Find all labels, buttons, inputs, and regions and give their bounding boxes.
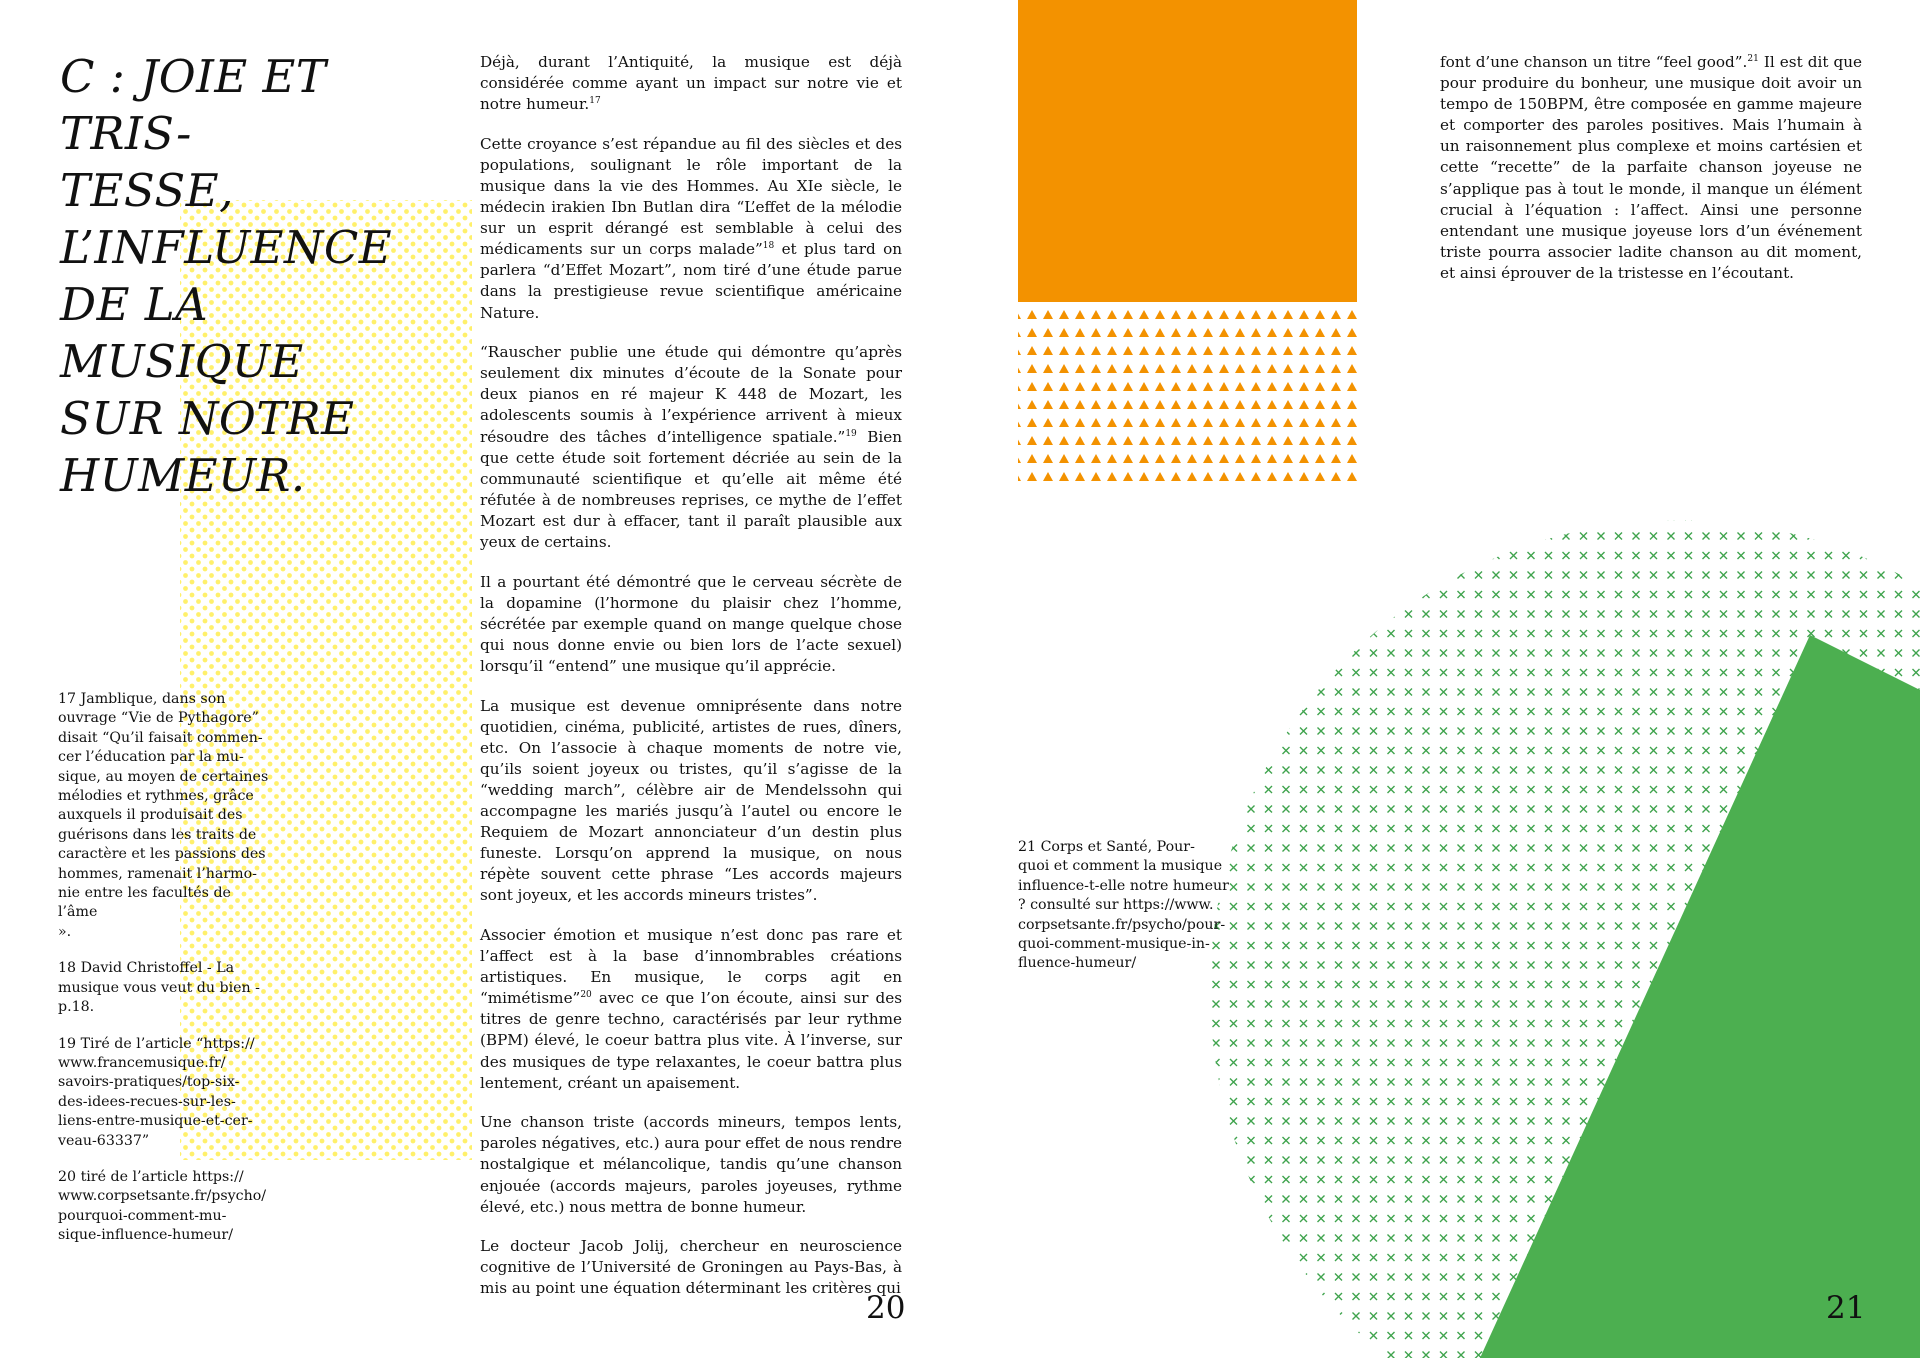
paragraph: Le docteur Jacob Jolij, chercheur en neuroscience cognitive de l’Université de Groningen au Pays-Bas, à mis au point une équation déterminant les critères qui [480,1237,902,1298]
main-text-column [480,52,902,1318]
chapter-title: C : JOIE ET TRIS- TESSE, L’INFLUENCE DE LA MUSIQUE SUR NOTRE HUMEUR. [60,50,393,502]
paragraph: Associer émotion et musique n’est donc pas rare et l’affect est à la base d’innombrables créations artistiques. En musique, le corps agit en “mimétisme”$^{20}$ avec ce que l’on écoute, ainsi sur des titres de genre techno, caractérisés par leur rythme (BPM) élevé, le coeur battra plus vite. À l’inverse, sur des musiques de type relaxantes, le coeur battra plus lentement, créant un apaisement. [480,925,902,1092]
paragraph: Cette croyance s’est répandue au fil des siècles et des populations, soulignant le rôle important de la musique dans la vie des Hommes. Au XIe siècle, le médecin irakien Ibn Butlan dira “L’effet de la mélodie sur un esprit dérangé est semblable à celui des médicaments sur un corps malade”$^{18}$ et plus tard on parlera “d’Effet Mozart”, nom tiré d’une étude parue dans la prestigieuse revue scientifique américaine Nature. [480,134,902,322]
paragraph: Une chanson triste (accords mineurs, tempos lents, paroles négatives, etc.) aura pour effet de nous rendre nostalgique et mélancolique, tandis qu’une chanson enjouée (accords majeurs, paroles joyeuses, rythme élevé, etc.) nous mettra de bonne humeur. [480,1113,902,1216]
paragraph: font d’une chanson un titre “feel good”.$^{21}$ Il est dit que pour produire du bonheur, une musique doit avoir un tempo de 150BPM, être composée en gamme majeure et comporter des paroles positives. Mais l’humain à un raisonnement plus complexe et moins cartésien et cette “recette” de la parfaite chanson joyeuse ne s’applique pas à tout le monde, il manque un élément crucial à l’équation : l’affect. Ainsi une personne entendant une musique joyeuse lors d’un événement triste pourra associer ladite chanson au dit moment, et ainsi éprouver de la tristesse en l’écoutant. [1440,53,1862,282]
footnote-ref[interactable]: 19 [845,428,857,439]
footnote-18: 18 David Christoffel - La musique vous veut du bien - p.18. [58,960,260,1016]
footnote-17: 17 Jamblique, dans son ouvrage “Vie de Pythagore” disait “Qu’il faisait commen- cer l’éducation par la mu- sique, au moyen de certaines mélodies et rythmes, grâce auxquels il produisait des guérisons dans les traits de caractère et les passions des hommes, ramenait l’harmo- nie entre les facultés de l’âme ». [58,691,269,940]
footnote-ref[interactable]: 17 [589,96,601,107]
footnote-ref[interactable]: 20 [580,990,592,1001]
footnote-19: 19 Tiré de l’article “https:// www.francemusique.fr/ savoirs-pratiques/top-six- des-idees-recues-sur-les- liens-entre-musique-et-cer- veau-63337” [58,1035,255,1149]
footnote-ref[interactable]: 18 [762,241,775,252]
page-number-left: 20 [866,1290,906,1326]
paragraph: “Rauscher publie une étude qui démontre qu’après seulement dix minutes d’écoute de la Sonate pour deux pianos en ré majeur K 448 de Mozart, les adolescents soumis à l’expérience arrivent à mieux résoudre des tâches d’intelligence spatiale.”$^{19}$ Bien que cette étude soit fortement décriée au sein de la communauté scientifique et qu’elle ait même été réfutée à de nombreuses reprises, ce mythe de l’effet Mozart est dur à effacer, tant il paraît plausible aux yeux de certains. [480,343,902,551]
paragraph: Déjà, durant l’Antiquité, la musique est déjà considérée comme ayant un impact sur notre vie et notre humeur.$^{17}$ [480,53,902,114]
right-text-column [1440,52,1862,284]
footnote-21: 21 Corps et Santé, Pour- quoi et comment la musique influence-t-elle notre humeur ? consulté sur https://www. corpsetsante.fr/psycho/pour- quoi-comment-musique-in- fluence-humeur/ [1018,839,1229,972]
orange-block [1018,0,1357,302]
footnote-20: 20 tiré de l’article https:// www.corpsetsante.fr/psycho/ pourquoi-comment-mu- sique-influence-humeur/ [58,1168,267,1244]
page-number-right: 21 [1826,1290,1866,1326]
orange-triangle-pattern [1018,302,1357,482]
paragraph: Il a pourtant été démontré que le cerveau sécrète de la dopamine (l’hormone du plaisir chez l’homme, sécrétée par exemple quand on mange quelque chose qui nous donne envie ou bien lors de l’acte sexuel) lorsqu’il “entend” une musique qu’il apprécie. [480,572,902,675]
paragraph: La musique est devenue omniprésente dans notre quotidien, cinéma, publicité, artistes de rues, dîners, etc. On l’associe à chaque moments de notre vie, qu’ils soient joyeux ou tristes, qu’il s’agisse de la “wedding march”, célèbre air de Mendelssohn qui accompagne les mariés jusqu’à l’autel ou encore le Requiem de Mozart annonciateur d’un destin plus funeste. Lorsqu’on apprend la musique, on nous répète souvent cette phrase “Les accords majeurs sont joyeux, et les accords mineurs tristes”. [480,696,902,905]
footnote-ref[interactable]: 21 [1747,54,1759,64]
footnotes-left [58,690,270,1263]
